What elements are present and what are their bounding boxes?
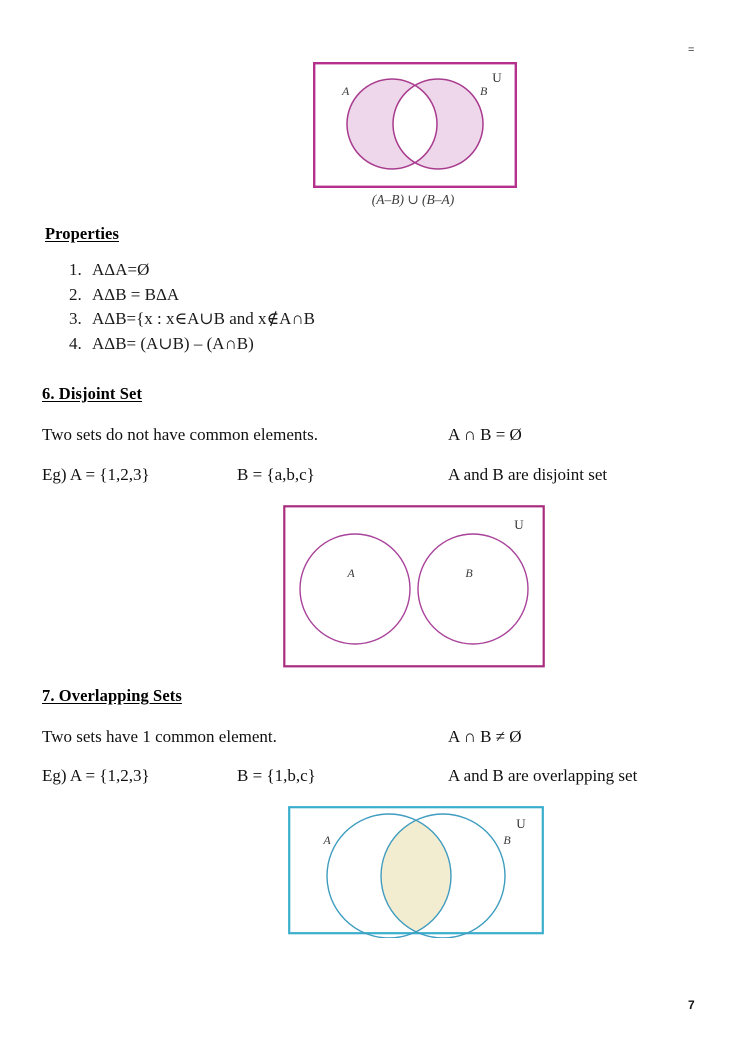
set-a-label: A bbox=[342, 84, 350, 98]
universe-label: U bbox=[516, 816, 526, 831]
heading-properties: Properties bbox=[45, 224, 120, 243]
set-a-label: A bbox=[323, 833, 331, 847]
set-b-label: B bbox=[503, 833, 511, 847]
property-item: 1. AΔA=Ø bbox=[86, 258, 315, 283]
disjoint-condition: A ∩ B = Ø bbox=[448, 425, 522, 444]
universe-label: U bbox=[492, 70, 502, 85]
disjoint-definition: Two sets do not have common elements. bbox=[42, 425, 318, 444]
overlap-example-a: Eg) A = {1,2,3} bbox=[42, 766, 150, 785]
heading-overlapping-sets: 7. Overlapping Sets bbox=[42, 686, 182, 705]
overlap-condition: A ∩ B ≠ Ø bbox=[448, 727, 522, 746]
disjoint-example-a: Eg) A = {1,2,3} bbox=[42, 465, 150, 484]
overlap-example-conclusion: A and B are overlapping set bbox=[448, 766, 638, 785]
venn-diagram-overlapping bbox=[288, 806, 544, 938]
figure-caption-symmetric-difference: (A–B) ∪ (B–A) bbox=[371, 192, 455, 207]
universe-rect bbox=[284, 506, 543, 666]
overlap-example-b: B = {1,b,c} bbox=[237, 766, 316, 785]
set-b-label: B bbox=[480, 84, 488, 98]
set-a-label: A bbox=[347, 566, 355, 580]
universe-label: U bbox=[514, 517, 524, 532]
venn-diagram-symmetric-difference bbox=[313, 62, 517, 188]
property-item: 4. AΔB= (A∪B) – (A∩B) bbox=[86, 332, 315, 357]
disjoint-example-conclusion: A and B are disjoint set bbox=[448, 465, 608, 484]
set-b-label: B bbox=[465, 566, 473, 580]
property-item: 2. AΔB = BΔA bbox=[86, 283, 315, 308]
page-number: 7 bbox=[688, 998, 695, 1012]
top-right-mark: = bbox=[688, 44, 695, 56]
venn-diagram-disjoint bbox=[283, 503, 545, 669]
properties-list bbox=[60, 258, 315, 356]
heading-disjoint-set: 6. Disjoint Set bbox=[42, 384, 143, 403]
overlap-definition: Two sets have 1 common element. bbox=[42, 727, 277, 746]
disjoint-example-b: B = {a,b,c} bbox=[237, 465, 315, 484]
property-item: 3. AΔB={x : x∈A∪B and x∉A∩B bbox=[86, 307, 315, 332]
